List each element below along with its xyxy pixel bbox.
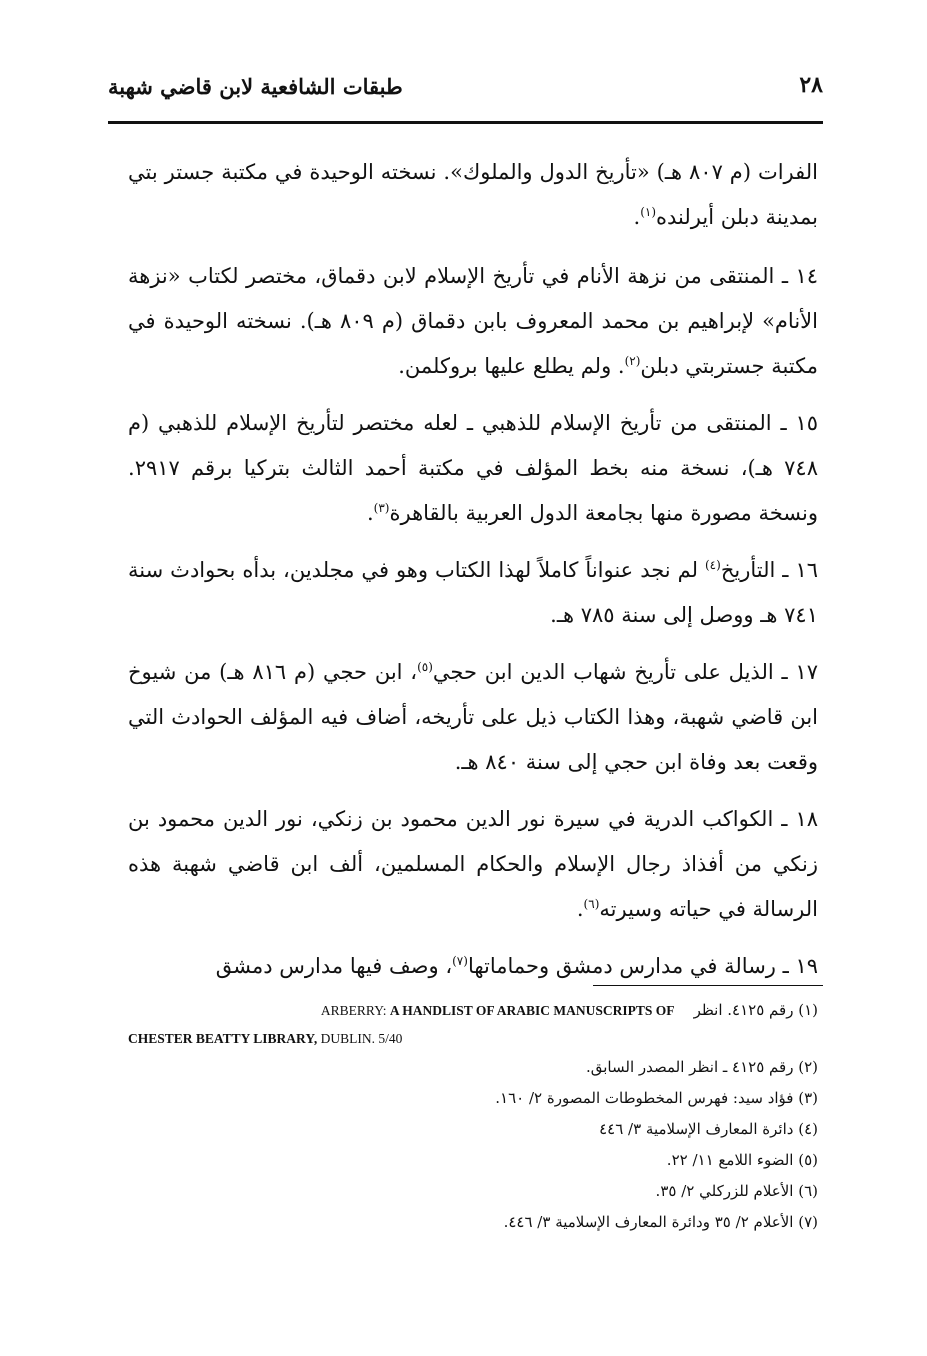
footnote-rule — [593, 985, 823, 986]
footnote-7: (٧) الأعلام ٢/ ٣٥ ودائرة المعارف الإسلامية ٣/ ٤٤٦. — [503, 1213, 818, 1231]
footnote-4: (٤) دائرة المعارف الإسلامية ٣/ ٤٤٦ — [599, 1120, 818, 1138]
footnotes — [128, 995, 818, 1238]
footnote-ref: (٧) — [452, 954, 468, 968]
body-text — [128, 150, 818, 1001]
footnote-3: (٣) فؤاد سيد: فهرس المخطوطات المصورة ٢/ ١٦٠. — [495, 1089, 818, 1107]
footnote-ref: (٢) — [624, 354, 641, 368]
page-number: ٢٨ — [799, 72, 823, 98]
footnote-ref: (١) — [640, 205, 657, 219]
footnote-1-latin: ARBERRY: A HANDLIST OF ARABIC MANUSCRIPTS OF — [320, 1003, 675, 1018]
footnote-ref: (٦) — [583, 897, 600, 911]
footnote-1: (١) رقم ٤١٢٥. انظر ARBERRY: A HANDLIST OF ARABIC MANUSCRIPTS OF — [320, 1001, 818, 1019]
footnote-ref: (٤) — [704, 558, 721, 572]
footnote-ref: (٥) — [417, 660, 433, 674]
header-rule — [108, 121, 823, 124]
paragraph-15: ١٥ ـ المنتقى من تأريخ الإسلام للذهبي ـ لعله مختصر لتأريخ الإسلام للذهبي (م ٧٤٨ هـ)، نسخة منه بخط المؤلف في مكتبة أحمد الثالث بتركيا برقم ٢٩١٧. ونسخة مصورة منها بجامعة الدول العربية بالقاهرة$^{(٣)}$. — [128, 411, 818, 525]
paragraph: الفرات (م ٨٠٧ هـ) «تأريخ الدول والملوك». نسخته الوحيدة في مكتبة جستر بتي بمدينة دبلن أيرلنده$^{(١)}$. — [128, 160, 818, 229]
paragraph-14: ١٤ ـ المنتقى من نزهة الأنام في تأريخ الإسلام لابن دقماق، مختصر لكتاب «نزهة الأنام» لإبراهيم بن محمد المعروف بابن دقماق (م ٨٠٩ هـ). نسخته الوحيدة في مكتبة جستربتي دبلن$^{(٢)}$. ولم يطلع عليها بروكلمن. — [128, 264, 818, 378]
footnote-2: (٢) رقم ٤١٢٥ ـ انظر المصدر السابق. — [585, 1058, 818, 1076]
paragraph-17: ١٧ ـ الذيل على تأريخ شهاب الدين ابن حجي$^{(٥)}$، ابن حجي (م ٨١٦ هـ) من شيوخ ابن قاضي شهبة، وهذا الكتاب ذيل على تأريخه، أضاف فيه المؤلف الحوادث التي وقعت بعد وفاة ابن حجي إلى سنة ٨٤٠ هـ. — [128, 660, 818, 774]
paragraph-16: ١٦ ـ التأريخ$^{(٤)}$ لم نجد عنواناً كاملاً لهذا الكتاب وهو في مجلدين، بدأه بحوادث سنة ٧٤١ هـ ووصل إلى سنة ٧٨٥ هـ. — [128, 558, 819, 627]
footnote-1-latin-line2: CHESTER BEATTY LIBRARY, DUBLIN. 5/40 — [128, 1031, 403, 1046]
paragraph-18: ١٨ ـ الكواكب الدرية في سيرة نور الدين محمود بن زنكي، نور الدين محمود بن زنكي من أفذاذ رجال الإسلام والحكام المسلمين، ألف ابن قاضي شهبة هذه الرسالة في حياته وسيرته$^{(٦)}$. — [128, 807, 818, 921]
footnote-5: (٥) الضوء اللامع ١١/ ٢٢. — [666, 1151, 818, 1169]
page-header — [108, 58, 823, 118]
footnote-ref: (٣) — [373, 501, 390, 515]
running-title: طبقات الشافعية لابن قاضي شهبة — [108, 74, 403, 99]
footnote-6: (٦) الأعلام للزركلي ٢/ ٣٥. — [655, 1182, 818, 1200]
paragraph-19: ١٩ ـ رسالة في مدارس دمشق وحماماتها$^{(٧)}$، وصف فيها مدارس دمشق — [215, 954, 818, 978]
